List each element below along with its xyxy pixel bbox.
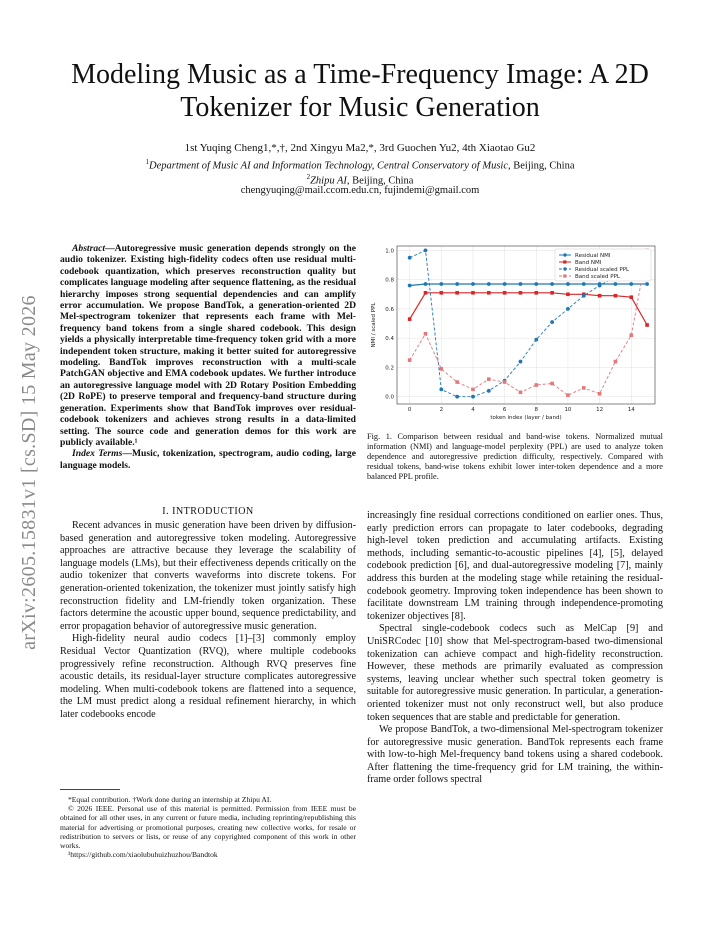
x-tick-label: 2: [439, 407, 444, 413]
legend-label: Band NMI: [575, 260, 602, 266]
data-point: [439, 282, 443, 286]
intro-paragraph-4: Spectral single-codebook codecs such as MelCap [9] and UniSRCodec [10] show that Mel-spectrogram-based two-dimensional tokenization can achieve compact and high-fidelity reconstruction. However, these methods are primarily evaluated as compression systems, leaving unclear whether such spectral token geometry is suitable for autoregressive music generation. In particular, a generation-oriented tokenizer must not only reconstruct well, but also produce token sequences that are stable and predictable for generation.: [367, 623, 663, 723]
data-point: [534, 291, 538, 295]
data-point: [534, 383, 538, 387]
data-point: [455, 291, 459, 295]
paper-title: Modeling Music as a Time-Frequency Image: A 2D Tokenizer for Music Generation: [71, 59, 649, 123]
data-point: [519, 390, 523, 394]
x-tick-label: 4: [471, 407, 475, 413]
data-point: [487, 377, 491, 381]
x-axis-label: token index (layer / band): [490, 415, 562, 421]
data-point: [582, 282, 586, 286]
index-terms-text: —Music, tokenization, spectrogram, audio coding, large language models.: [60, 448, 356, 471]
footnotes: [60, 795, 356, 859]
data-point: [503, 282, 507, 286]
y-tick-label: 0.4: [385, 336, 394, 343]
data-point: [629, 333, 633, 337]
data-point: [534, 282, 538, 286]
data-point: [566, 307, 570, 311]
data-point: [582, 294, 586, 298]
x-tick-label: 10: [564, 407, 572, 413]
data-point: [614, 360, 618, 364]
x-tick-label: 14: [627, 407, 635, 413]
aff2-name: Zhipu AI: [310, 175, 347, 187]
data-point: [645, 282, 649, 286]
data-point: [424, 332, 428, 336]
aff1-marker: 1: [145, 158, 149, 166]
data-point: [503, 380, 507, 384]
data-point: [424, 282, 428, 286]
data-point: [645, 323, 649, 327]
footnote-copyright: © 2026 IEEE. Personal use of this material is permitted. Permission from IEEE must be obtained for all other uses, in any current or future media, including reprinting/republishing this material for advertising or promotional purposes, creating new collective works, for resale or redistribution to servers or lists, or reuse of any copyrighted component of this work in other works.: [60, 804, 356, 851]
data-point: [440, 367, 444, 371]
data-point: [566, 292, 570, 296]
legend-marker: [563, 253, 566, 256]
intro-paragraph-5: We propose BandTok, a two-dimensional Mel-spectrogram tokenizer for autoregressive music generation. BandTok represents each frame with low-to-high Mel-frequency band tokens using a shared codebook. After flattening the time-frequency grid for LM training, the within-frame order follows spectral: [367, 724, 663, 786]
data-point: [471, 291, 475, 295]
x-tick-label: 0: [407, 407, 412, 413]
footnote-contribution: *Equal contribution. †Work done during an internship at Zhipu AI.: [68, 795, 272, 804]
data-point: [614, 282, 618, 286]
data-point: [471, 388, 475, 392]
data-point: [408, 284, 412, 288]
data-point: [408, 256, 412, 260]
author-emails: chengyuqing@mail.ccom.edu.cn, fujindemi@gmail.com: [240, 185, 480, 196]
data-point: [487, 291, 491, 295]
y-tick-label: 0.0: [385, 394, 394, 401]
y-axis-label: NMI / scaled PPL: [371, 302, 377, 348]
intro-right-column: [367, 510, 663, 787]
x-tick-label: 6: [502, 407, 507, 413]
data-point: [598, 294, 602, 298]
footnote-rule: [60, 789, 120, 790]
data-point: [408, 317, 412, 321]
abstract: [60, 243, 356, 471]
intro-paragraph-1: Recent advances in music generation have been driven by diffusion-based generation and autoregressive token modeling. Autoregressive approaches are attractive because they leverage the scalability of language models (LMs), but their effectiveness depends critically on the audio tokenizer that converts waveforms into discrete tokens. For generation-oriented tokenization, the tokenizer must jointly satisfy high reconstruction fidelity and LM-friendly token organization. These factors determine the acoustic upper bound, sequence predictability, and error propagation behavior of autoregressive music generation.: [60, 520, 356, 632]
intro-paragraph-3: increasingly fine residual corrections conditioned on earlier ones. Thus, early prediction errors can propagate to later codebooks, degrading high-level token prediction and accumulating artifacts. Existing methods, including semantic-to-acoustic pipelines [4], [5], delayed codebook prediction [6], and dual-autoregressive modeling [7], mainly address this burden at the modeling stage while retaining the residual-codebook geometry. Improving token independence has been shown to facilitate downstream LM training through independence-promoting tokenizer objectives [8].: [367, 510, 663, 622]
data-point: [471, 282, 475, 286]
data-point: [566, 393, 570, 397]
data-point: [408, 358, 412, 362]
aff1-location: , Beijing, China: [508, 160, 575, 172]
y-tick-label: 1.0: [385, 248, 394, 255]
data-point: [487, 282, 491, 286]
legend-marker: [563, 267, 566, 270]
arxiv-id: arXiv:2605.15831v1 [cs.SD] 15 May 2026: [17, 294, 40, 650]
figure-caption: Fig. 1. Comparison between residual and band-wise tokens. Normalized mutual information (NMI) and language-model perplexity (PPL) are used to analyze token dependence and autoregressive prediction difficulty, respectively. Compared with residual tokens, band-wise tokens exhibit lower inter-token dependence and a more balanced PPL profile.: [367, 432, 663, 481]
data-point: [534, 338, 538, 342]
aff1-name: Department of Music AI and Information Technology, Central Conservatory of Music: [148, 160, 508, 172]
intro-paragraph-2: High-fidelity neural audio codecs [1]–[3] commonly employ Residual Vector Quantization (RVQ), where multiple codebooks progressively refine reconstruction. Although RVQ preserves fine acoustic details, its residual-layer structure complicates autoregressive modeling. When multi-codebook tokens are flattened into a sequence, the LM must predict along a residual refinement hierarchy, in which later codebooks encode: [60, 633, 356, 720]
author-line: 1st Yuqing Cheng1,*,†, 2nd Xingyu Ma2,*, 3rd Guochen Yu2, 4th Xiaotao Gu2: [184, 142, 536, 154]
aff2-marker: 2: [306, 173, 311, 181]
data-point: [440, 291, 444, 295]
y-tick-label: 0.8: [385, 277, 394, 284]
data-point: [550, 320, 554, 324]
figure-1-chart: [367, 240, 663, 426]
legend-label: Band scaled PPL: [575, 274, 620, 280]
data-point: [424, 291, 428, 295]
data-point: [614, 294, 618, 298]
data-point: [455, 395, 459, 399]
legend-label: Residual NMI: [575, 253, 611, 259]
y-tick-label: 0.2: [385, 365, 394, 372]
data-point: [550, 382, 554, 386]
index-terms-label: Index Terms: [72, 448, 123, 460]
data-point: [582, 386, 586, 390]
data-point: [424, 248, 428, 252]
arxiv-side-label: [14, 262, 44, 682]
aff2-location: , Beijing, China: [346, 175, 414, 187]
data-point: [455, 282, 459, 286]
data-point: [550, 282, 554, 286]
x-tick-label: 12: [596, 407, 604, 413]
data-point: [598, 284, 602, 288]
data-point: [439, 387, 443, 391]
legend-marker: [563, 260, 566, 263]
data-point: [519, 360, 523, 364]
data-point: [598, 392, 602, 396]
legend-marker: [563, 274, 566, 277]
data-point: [471, 395, 475, 399]
intro-left-column: [60, 520, 356, 722]
section-heading: I. INTRODUCTION: [162, 506, 254, 517]
data-point: [503, 291, 507, 295]
series-line: [410, 284, 647, 286]
data-point: [487, 389, 491, 393]
y-tick-label: 0.6: [385, 306, 394, 313]
data-point: [629, 282, 633, 286]
data-point: [550, 291, 554, 295]
x-tick-label: 8: [534, 407, 539, 413]
data-point: [519, 282, 523, 286]
legend-label: Residual scaled PPL: [575, 267, 630, 273]
abstract-label: Abstract: [72, 243, 106, 254]
footnote-url: ¹https://github.com/xiaolubuhuizhuzhou/Bandtok: [68, 850, 218, 860]
data-point: [629, 295, 633, 299]
data-point: [566, 282, 570, 286]
data-point: [519, 291, 523, 295]
abstract-text: —Autoregressive music generation depends strongly on the audio tokenizer. Existing high-fidelity codecs often use residual multi-codebook quantization, which preserves reconstruction quality but complicates language modeling after sequence flattening, as the residual hierarchy imposes strong sequential dependencies and can amplify error accumulation. We propose BandTok, a generation-oriented 2D Mel-spectrogram tokenizer that represents each frame with Mel-frequency band tokens from a single shared codebook. This design yields a physically interpretable time-frequency token grid with a more independent token structure, making it better suited for autoregressive modeling. BandTok improves reconstruction with a multi-scale PatchGAN objective and EMA codebook updates. We further introduce an autoregressive language model with 2D Rotary Position Embedding (2D RoPE) to preserve temporal and frequency-band structure during generation. Experiments show that BandTok improves over residual-codebook tokenizers and achieves strong results in a data-limited setting. The source code and generation demos for this work are publicly available.¹: [60, 243, 356, 448]
data-point: [455, 380, 459, 384]
